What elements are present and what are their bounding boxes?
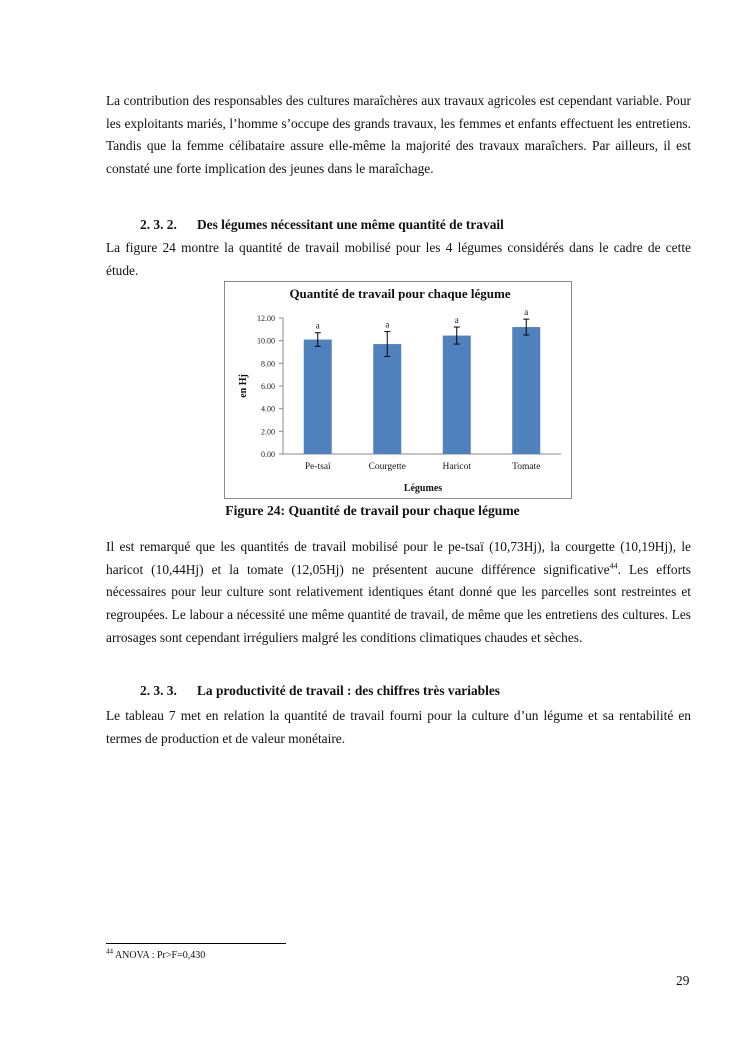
significance-label: a bbox=[454, 315, 459, 326]
bar-courgette bbox=[373, 344, 401, 454]
bar-tomate bbox=[512, 327, 540, 454]
y-tick-label: 2.00 bbox=[261, 427, 275, 437]
section-heading-2-3-2 bbox=[140, 217, 504, 233]
significance-label: a bbox=[385, 319, 390, 330]
paragraph-figure-intro: La figure 24 montre la quantité de travail mobilisé pour les 4 légumes considérés dans le cadre de cette étude. bbox=[106, 240, 691, 278]
results-text-start: Il est remarqué que les quantités de travail mobilisé pour le pe-tsaï (10,73Hj), la courgette (10,19Hj), le haricot (10,44Hj) et la tomate (12,05Hj) ne présentent aucune différence significative bbox=[106, 539, 691, 577]
significance-label: a bbox=[524, 307, 529, 318]
y-tick-label: 12.00 bbox=[257, 314, 275, 323]
footnote-text: ANOVA : Pr>F=0,430 bbox=[114, 950, 206, 961]
y-axis-label: en Hj bbox=[238, 374, 249, 398]
y-tick-label: 8.00 bbox=[261, 359, 275, 369]
significance-label: a bbox=[315, 320, 320, 331]
x-tick-label: Tomate bbox=[512, 462, 541, 472]
section-number: 2. 3. 2. bbox=[140, 217, 177, 232]
bar-haricot bbox=[443, 336, 471, 454]
y-tick-label: 4.00 bbox=[261, 404, 275, 414]
section-title: Des légumes nécessitant une même quantité de travail bbox=[197, 217, 504, 232]
footnote bbox=[106, 947, 206, 961]
figure-caption: Figure 24: Quantité de travail pour chaque légume bbox=[225, 503, 520, 518]
x-tick-label: Pe-tsaï bbox=[304, 462, 331, 472]
y-tick-label: 6.00 bbox=[261, 382, 275, 391]
x-tick-label: Haricot bbox=[442, 462, 471, 472]
chart-svg bbox=[225, 282, 571, 498]
bar-chart-figure bbox=[224, 281, 572, 499]
chart-title: Quantité de travail pour chaque légume bbox=[289, 286, 511, 301]
footnote-number: 44 bbox=[106, 947, 113, 956]
page-number: 29 bbox=[676, 973, 690, 988]
paragraph-results bbox=[106, 536, 691, 650]
footnote-reference[interactable]: 44 bbox=[609, 561, 618, 571]
section-number: 2. 3. 3. bbox=[140, 683, 177, 698]
x-tick-label: Courgette bbox=[368, 462, 406, 472]
paragraph-labor-contribution: La contribution des responsables des cultures maraîchères aux travaux agricoles est cependant variable. Pour les exploitants mariés, l’homme s’occupe des grands travaux, les femmes et enfants effectuent les entretiens. Tandis que la femme célibataire assure elle-même la majorité des travaux maraîchers. Par ailleurs, il est constaté une forte implication des jeunes dans le maraîchage. bbox=[106, 93, 691, 177]
footnote-separator bbox=[106, 943, 286, 944]
bar-pe-tsa- bbox=[304, 340, 332, 454]
y-tick-label: 0.00 bbox=[261, 450, 275, 459]
paragraph-table-intro: Le tableau 7 met en relation la quantité de travail fourni pour la culture d’un légume et sa rentabilité en termes de production et de valeur monétaire. bbox=[106, 708, 691, 746]
y-tick-label: 10.00 bbox=[257, 336, 275, 346]
section-title: La productivité de travail : des chiffres très variables bbox=[197, 683, 500, 698]
section-heading-2-3-3 bbox=[140, 683, 500, 699]
results-text-end: . Les efforts nécessaires pour leur culture sont relativement identiques étant donné que les parcelles sont restreintes et regroupées. Le labour a nécessité une même quantité de travail, de même que les entretiens des cultures. Les arrosages sont cependant irréguliers malgré les conditions climatiques chaudes et sèches. bbox=[106, 561, 691, 645]
x-axis-label: Légumes bbox=[403, 483, 443, 494]
